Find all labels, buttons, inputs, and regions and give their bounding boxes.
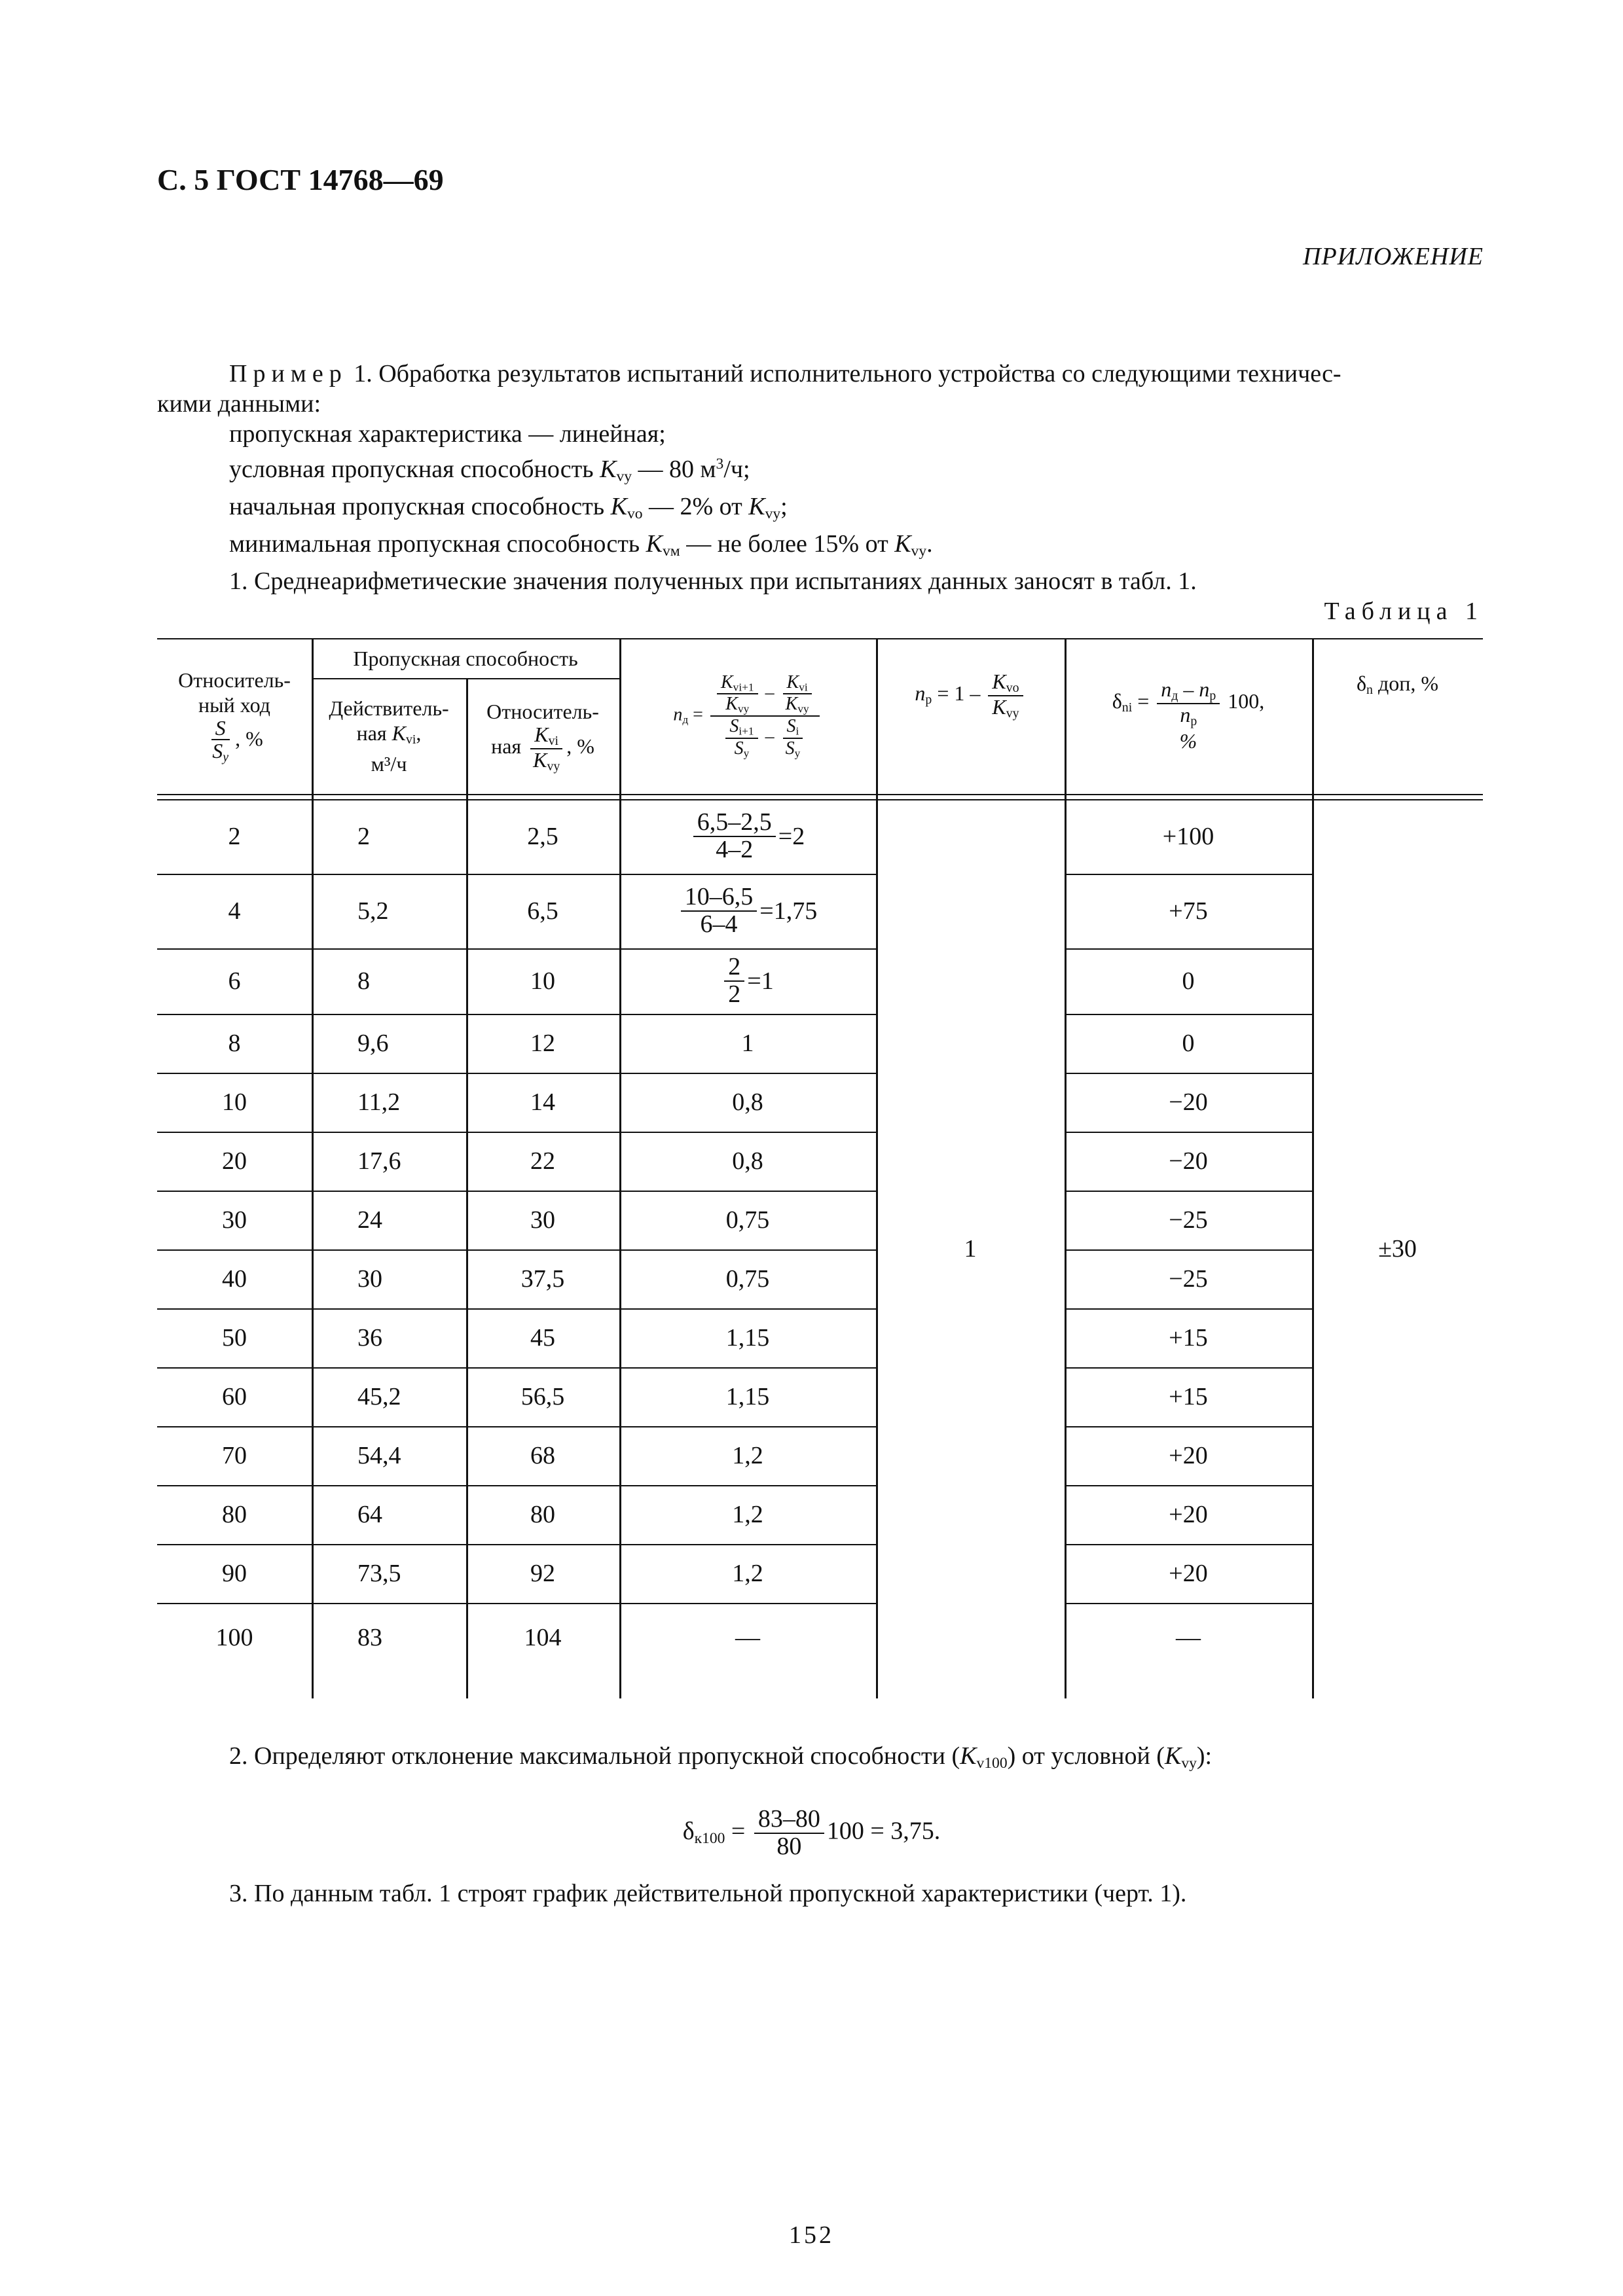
cell-relative: 56,5 [520, 1383, 565, 1410]
cell-actual: 36 [357, 1324, 382, 1352]
deviation-formula: $\delta_{к100}$ = $\frac{83-80}{80}$ 100 = 3,75. [682, 1805, 941, 1860]
cell-delta: +15 [1169, 1324, 1208, 1352]
cell-stroke: 6 [228, 967, 241, 995]
cell-delta: 0 [1182, 967, 1195, 995]
cell-stroke: 90 [222, 1560, 247, 1587]
spec-line-1: пропускная характеристика — линейная; [229, 420, 666, 448]
cell-nd: $\frac{10-6,5}{6-4}$ = 1,75 [619, 874, 876, 948]
cell-delta: +20 [1169, 1560, 1208, 1587]
cell-delta: −20 [1169, 1088, 1208, 1116]
header-relative: Относитель- ная $\frac{K_{vi}}{K_{vy}}$ , % [486, 699, 599, 774]
cell-delta: +75 [1169, 897, 1208, 925]
cell-delta: −20 [1169, 1147, 1208, 1175]
cell-delta: 0 [1182, 1030, 1195, 1057]
cell-relative: 12 [530, 1030, 555, 1057]
cell-relative: 22 [530, 1147, 555, 1175]
header-capacity: Пропускная способность [353, 646, 578, 670]
cell-relative: 104 [524, 1624, 562, 1651]
step-1: 1. Среднеарифметические значения полученных при испытаниях данных заносят в табл. 1. [229, 567, 1197, 595]
cell-delta: +20 [1169, 1501, 1208, 1528]
document-header: С. 5 ГОСТ 14768—69 [157, 163, 444, 196]
cell-actual: 73,5 [357, 1560, 401, 1587]
cell-nd: 0,75 [725, 1206, 770, 1234]
cell-nd: 1,2 [732, 1442, 763, 1469]
header-delta-allowed: $\delta_n$ доп, % [1356, 672, 1439, 697]
cell-nd: 1,15 [725, 1324, 770, 1352]
cell-relative: 45 [530, 1324, 555, 1352]
example-label: Пример [229, 360, 348, 387]
cell-actual: 83 [357, 1624, 382, 1651]
example-paragraph [157, 359, 1486, 596]
cell-stroke: 8 [228, 1030, 241, 1057]
header-np-formula: $n_p = 1$ – $\frac{K_{vo}}{K_{vy}}$ [876, 638, 1065, 794]
step-2: 2. Определяют отклонение максимальной пропускной способности $(K_{v100})$ от условной $(K_{vy})$: [229, 1742, 1213, 1772]
cell-relative: 37,5 [520, 1265, 565, 1293]
cell-stroke: 2 [228, 823, 241, 850]
header-delta-formula: $\delta_{ni}$ = $\frac{n_д - n_p}{n_p}$ 100, % [1112, 677, 1265, 753]
cell-nd: 1,15 [725, 1383, 770, 1410]
cell-nd: $\frac{2}{2}$ = 1 [619, 948, 876, 1014]
cell-stroke: 60 [222, 1383, 247, 1410]
cell-stroke: 4 [228, 897, 241, 925]
cell-nd: $\frac{6,5-2,5}{4-2}$ = 2 [619, 799, 876, 874]
cell-actual: 30 [357, 1265, 382, 1293]
cell-nd: — [735, 1624, 760, 1651]
cell-delta: +20 [1169, 1442, 1208, 1469]
cell-relative: 14 [530, 1088, 555, 1116]
cell-relative: 68 [530, 1442, 555, 1469]
cell-nd: 0,8 [732, 1088, 763, 1116]
cell-relative: 6,5 [527, 897, 558, 925]
cell-stroke: 50 [222, 1324, 247, 1352]
cell-stroke: 100 [215, 1624, 253, 1651]
cell-actual: 45,2 [357, 1383, 401, 1410]
cell-stroke: 20 [222, 1147, 247, 1175]
step-3: 3. По данным табл. 1 строят график действительной пропускной характеристики (черт. 1). [229, 1880, 1187, 1907]
cell-nd: 1 [741, 1030, 754, 1057]
header-actual: Действитель- ная $K_{vi}$, м³/ч [329, 696, 449, 776]
header-rel-stroke: Относитель- ный ход $\frac{S}{S_y}$ , % [178, 668, 291, 765]
cell-actual: 24 [357, 1206, 382, 1234]
cell-relative: 2,5 [527, 823, 558, 850]
cell-delta: +100 [1162, 823, 1214, 850]
cell-stroke: 10 [222, 1088, 247, 1116]
cell-nd: 0,75 [725, 1265, 770, 1293]
delta-allowed-merged-value: ±30 [1378, 1235, 1417, 1263]
cell-delta: −25 [1169, 1206, 1208, 1234]
cell-relative: 30 [530, 1206, 555, 1234]
cell-stroke: 80 [222, 1501, 247, 1528]
cell-actual: 2 [357, 823, 370, 850]
cell-actual: 5,2 [357, 897, 389, 925]
cell-actual: 11,2 [357, 1088, 401, 1116]
header-nd-formula: $n_д$ = $\frac{K_{vi+1}}{K_{vy}}$ – $\frac{K_{vi}}{K_{vy}}$ $\frac{S_{i+1}}{S_y}$ – $\frac{S_i}{S_y}$ [619, 638, 876, 794]
cell-stroke: 30 [222, 1206, 247, 1234]
cell-delta: −25 [1169, 1265, 1208, 1293]
cell-stroke: 70 [222, 1442, 247, 1469]
cell-actual: 54,4 [357, 1442, 401, 1469]
cell-delta: — [1176, 1624, 1201, 1651]
cell-relative: 92 [530, 1560, 555, 1587]
cell-actual: 8 [357, 967, 370, 995]
spec-line-4: минимальная пропускная способность $K_{vм}$ — не более 15% от $K_{vy}$. [229, 529, 933, 560]
cell-nd: 1,2 [732, 1501, 763, 1528]
cell-actual: 64 [357, 1501, 382, 1528]
example-intro-cont: кими данными: [157, 390, 321, 418]
page-number: 152 [789, 2221, 834, 2249]
cell-actual: 17,6 [357, 1147, 401, 1175]
cell-relative: 80 [530, 1501, 555, 1528]
results-table [157, 638, 1483, 1698]
spec-line-3: начальная пропускная способность $K_{vo}$ — 2% от $K_{vy}$; [229, 492, 788, 522]
spec-line-2: условная пропускная способность $K_{vy}$ — 80 $м^3/ч$; [229, 455, 750, 485]
cell-nd: 1,2 [732, 1560, 763, 1587]
example-intro: 1. Обработка результатов испытаний исполнительного устройства со следующими техничес- [347, 360, 1341, 387]
cell-delta: +15 [1169, 1383, 1208, 1410]
cell-actual: 9,6 [357, 1030, 389, 1057]
table-caption: Таблица 1 [1324, 598, 1484, 625]
cell-relative: 10 [530, 967, 555, 995]
appendix-label: ПРИЛОЖЕНИЕ [1303, 243, 1484, 270]
np-merged-value: 1 [964, 1235, 977, 1263]
cell-nd: 0,8 [732, 1147, 763, 1175]
cell-stroke: 40 [222, 1265, 247, 1293]
